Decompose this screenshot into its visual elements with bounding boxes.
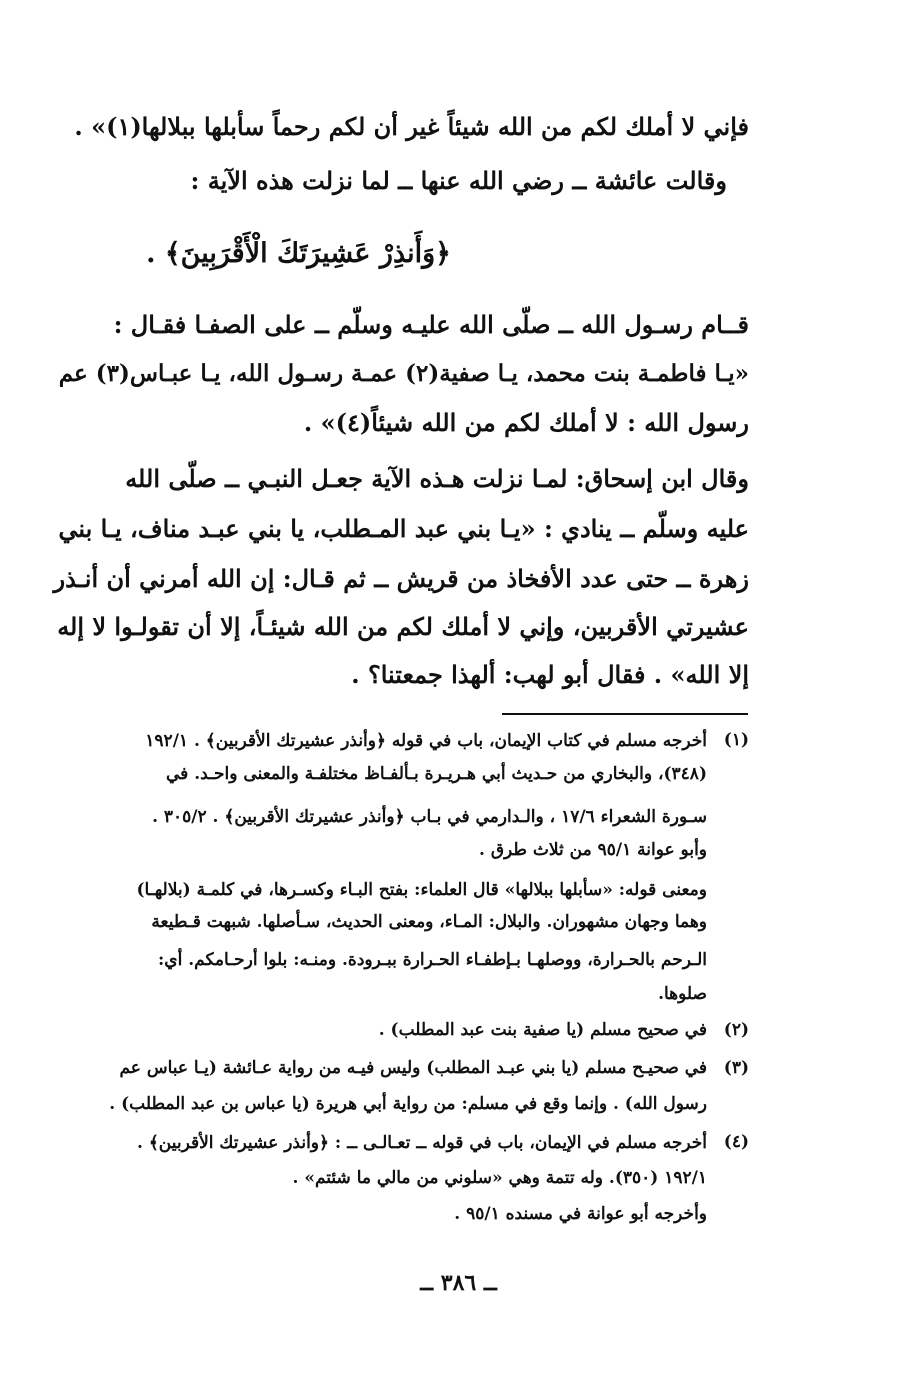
footnote-line: سـورة الشعراء ١٧/٦ ، والـدارمي في بـاب ﴿وأنذر عشيرتك الأقربين﴾ . ٣٠٥/٢ . <box>152 807 707 827</box>
footnote-line: الـرحم بالحـرارة، ووصلهـا بـإطفـاء الحـرارة ببـرودة. ومنـه: بلوا أرحـامكم. أي: <box>158 950 707 970</box>
footnote-line: وهما وجهان مشهوران. والبلال: المـاء، ومعنى الحديث، سـأصلها. شبهت قـطيعة <box>151 912 707 932</box>
quran-verse: ﴿وَأَنذِرْ عَشِيرَتَكَ الْأَقْرَبِينَ﴾ . <box>146 238 451 269</box>
main-text-line: زهرة ــ حتى عدد الأفخاذ من قريش ــ ثم قـال: إن الله أمرني أن أنـذر <box>53 564 749 593</box>
footnote-line: رسول الله) . وإنما وقع في مسلم: من رواية أبي هريرة (يا عباس بن عبد المطلب) . <box>109 1094 707 1114</box>
footnote-line: وأخرجه أبو عوانة في مسنده ٩٥/١ . <box>454 1204 707 1224</box>
main-text-line: رسول الله : لا أملك لكم من الله شيئاً(٤)» . <box>303 408 749 437</box>
footnote-line: أخرجه مسلم في الإيمان، باب في قوله ــ تعـالـى ــ : ﴿وأنذر عشيرتك الأقربين﴾ . <box>136 1133 707 1153</box>
main-text-line: وقال ابن إسحاق: لمـا نزلت هـذه الآية جعـل النبـي ــ صلّى الله <box>125 464 749 493</box>
footnote-number: (٣) <box>723 1058 749 1078</box>
footnote-line: ١٩٢/١ (٣٥٠). وله تتمة وهي «سلوني من مالي ما شئتم» . <box>292 1168 707 1188</box>
footnote-line: صلوها. <box>658 984 707 1004</box>
footnote-line: (٣٤٨)، والبخاري من حـديث أبي هـريـرة بـألفـاظ مختلفـة والمعنى واحـد. في <box>166 764 707 784</box>
main-text-line: عليه وسلّم ــ ينادي : «يـا بني عبد المـطلب، يا بني عبـد مناف، يـا بني <box>58 514 749 543</box>
footnote-line: وأبو عوانة ٩٥/١ من ثلاث طرق . <box>478 840 707 860</box>
footnote-number: (١) <box>723 730 749 750</box>
footnote-line: ومعنى قوله: «سأبلها ببلالها» قال العلماء: بفتح البـاء وكسـرها، في كلمـة (بلالهـا) <box>136 880 707 900</box>
main-text-line: عشيرتي الأقربين، وإني لا أملك لكم من الله شيئـاً، إلا أن تقولـوا لا إله <box>57 612 749 641</box>
main-text-line: قــام رسـول الله ــ صلّى الله عليـه وسلّم ــ على الصفـا فقـال : <box>113 310 749 339</box>
main-text-line: «يـا فاطمـة بنت محمد، يـا صفية(٢) عمـة رسـول الله، يـا عبـاس(٣) عم <box>58 360 749 387</box>
footnote-line: في صحيح مسلم (يا صفية بنت عبد المطلب) . <box>378 1020 707 1040</box>
footnote-number: (٤) <box>723 1132 749 1152</box>
footnote-separator <box>502 713 748 715</box>
main-text-line: فإني لا أملك لكم من الله شيئاً غير أن لكم رحماً سأبلها ببلالها(١)» . <box>74 112 749 141</box>
footnote-line: في صحيـح مسلم (يا بني عبـد المطلب) وليس فيـه من رواية عـائشة (يـا عباس عم <box>119 1058 707 1078</box>
main-text-line: وقالت عائشة ــ رضي الله عنها ــ لما نزلت هذه الآية : <box>190 166 727 195</box>
footnote-number: (٢) <box>723 1020 749 1040</box>
page-number: ــ ٣٨٦ ــ <box>420 1270 497 1296</box>
main-text-line: إلا الله» . فقال أبو لهب: ألهذا جمعتنا؟ . <box>351 660 749 689</box>
footnote-line: أخرجه مسلم في كتاب الإيمان، باب في قوله ﴿وأنذر عشيرتك الأقربين﴾ . ١٩٢/١ <box>145 731 707 751</box>
